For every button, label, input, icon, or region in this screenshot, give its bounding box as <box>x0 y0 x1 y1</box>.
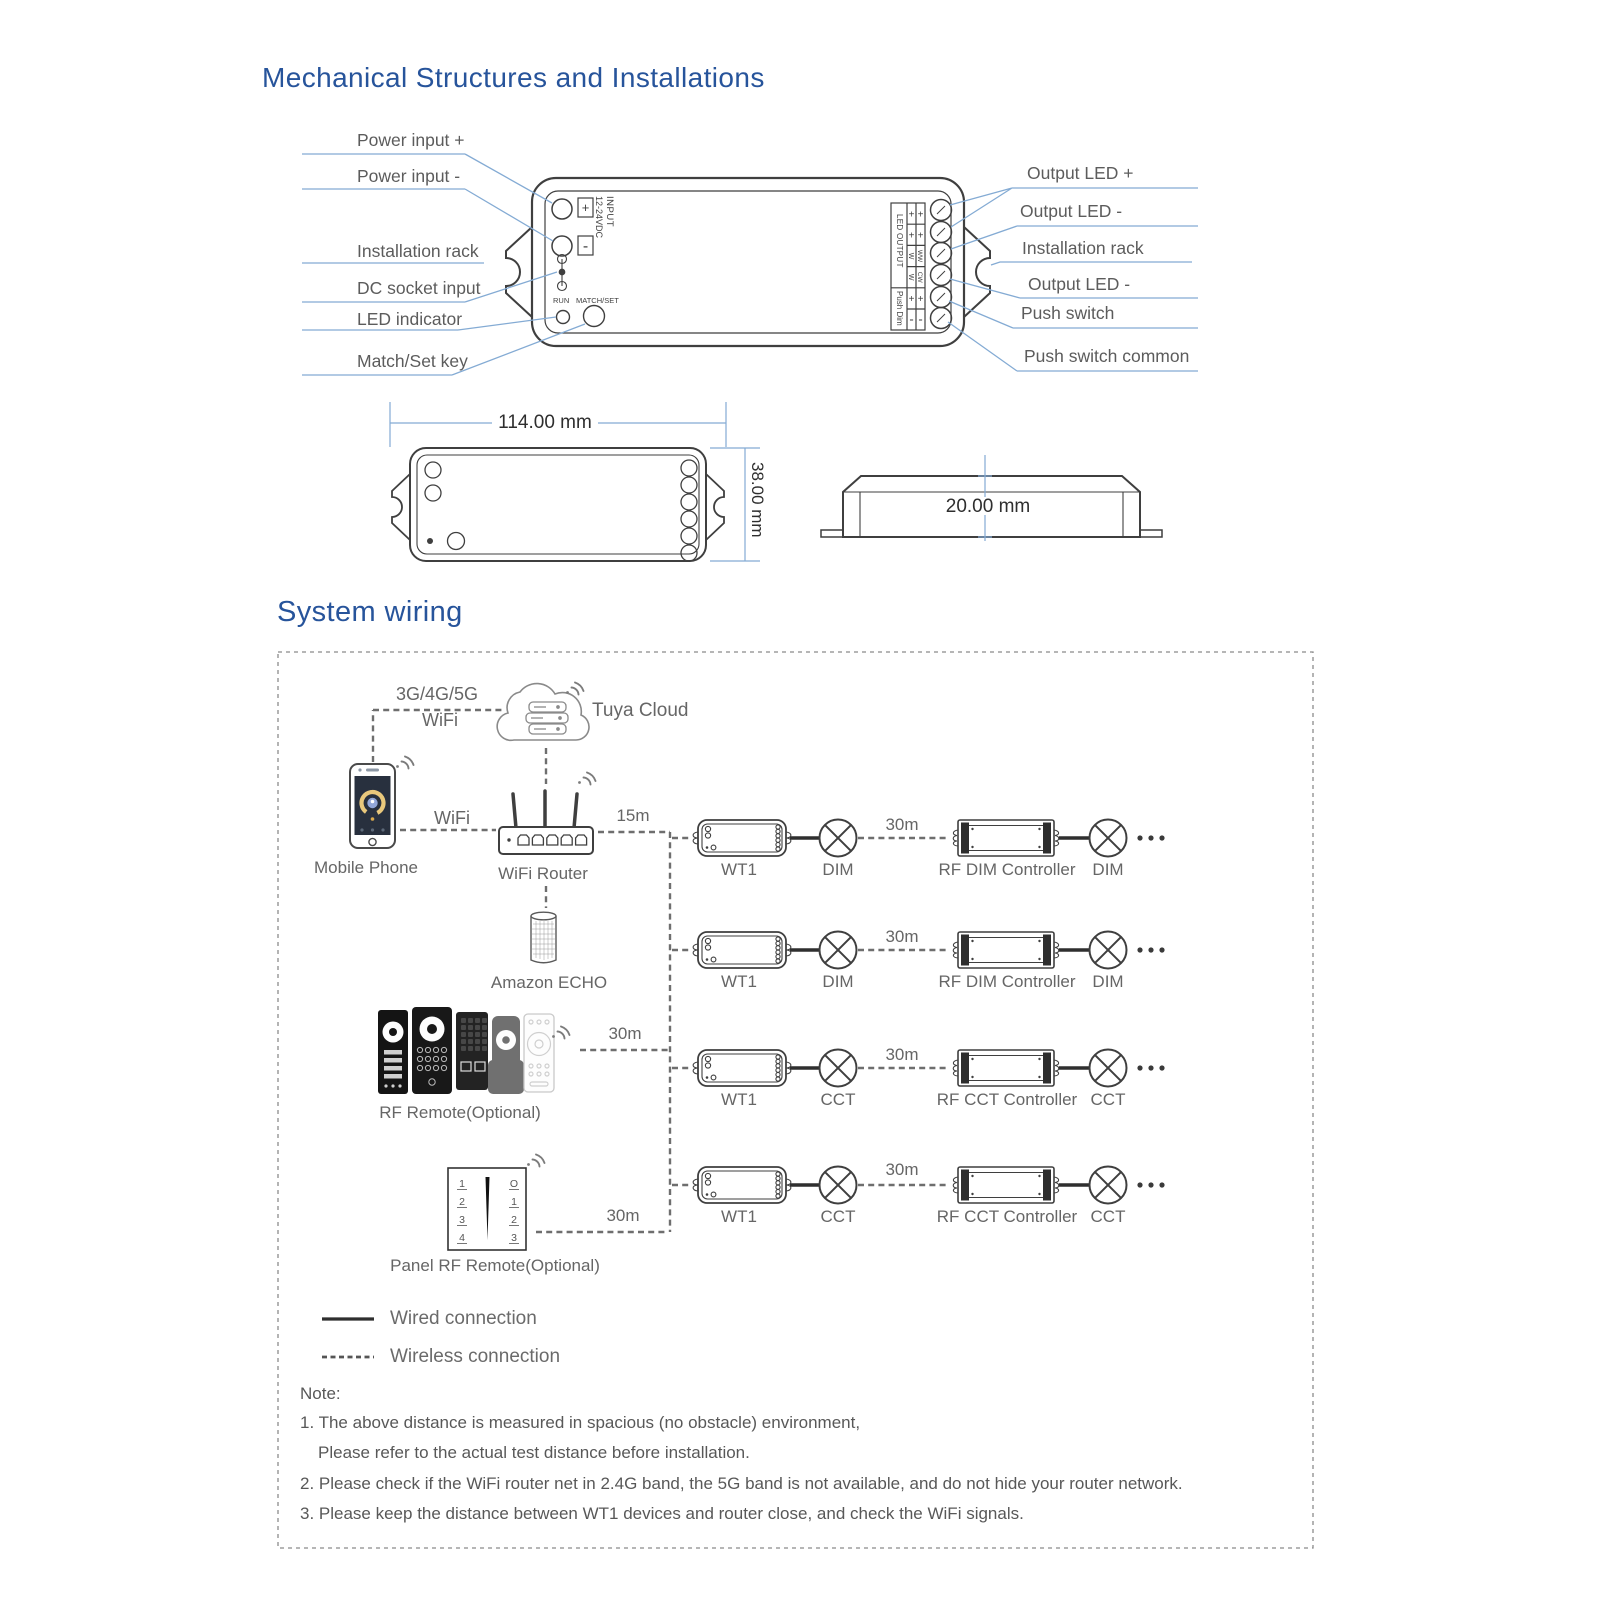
note-item-1: 1. The above distance is measured in spacious (no obstacle) environment, <box>300 1413 861 1432</box>
label-tuya-cloud: Tuya Cloud <box>592 700 689 721</box>
label-power-input-plus: Power input + <box>357 130 465 150</box>
svg-text:+: + <box>908 209 915 221</box>
label-output-led-minus-1: Output LED - <box>1020 201 1123 221</box>
label-output-led-plus: Output LED + <box>1027 163 1134 183</box>
tuya-cloud-icon <box>497 684 589 741</box>
svg-text:W: W <box>907 273 914 281</box>
label-wt1: WT1 <box>721 972 757 991</box>
label-lamp: DIM <box>1092 972 1124 991</box>
label-lamp: DIM <box>822 972 854 991</box>
rf-dim-controller-icon <box>953 820 1059 856</box>
svg-text:O: O <box>509 1178 519 1190</box>
input-label: INPUT <box>604 196 615 227</box>
label-output-led-minus-2: Output LED - <box>1028 274 1131 294</box>
label-led-indicator: LED indicator <box>357 309 463 329</box>
label-power-input-minus: Power input - <box>357 166 461 186</box>
rf-cct-controller-icon <box>953 1050 1059 1086</box>
input-minus-mark: - <box>582 238 589 255</box>
rf-remote-2 <box>412 1007 452 1094</box>
svg-text:1: 1 <box>459 1178 465 1190</box>
wifi-signal-icon <box>527 1155 544 1167</box>
input-plus-mark: + <box>581 200 590 215</box>
wifi-signal-icon <box>396 757 413 769</box>
ellipsis-icon <box>1137 1065 1164 1070</box>
wifi-signal-icon <box>552 1027 569 1039</box>
note-item-2: 2. Please check if the WiFi router net in 2.4G band, the 5G band is not available, and do not hide your router network. <box>300 1474 1183 1493</box>
wifi-signal-icon <box>566 683 583 695</box>
ellipsis-icon <box>1137 1182 1164 1187</box>
label-lamp: CCT <box>1090 1090 1126 1109</box>
device-top-view <box>506 178 990 346</box>
label-rf-controller: RF CCT Controller <box>936 1090 1078 1109</box>
wiring-row-3 <box>693 1050 1164 1087</box>
label-wt1: WT1 <box>721 1090 757 1109</box>
label-panel-rf-remote: Panel RF Remote(Optional) <box>390 1256 600 1275</box>
wifi-signal-icon <box>578 773 595 785</box>
cct-lamp-icon <box>1090 1050 1127 1087</box>
legend-wired: Wired connection <box>390 1308 537 1329</box>
svg-text:3: 3 <box>459 1214 465 1226</box>
svg-text:3: 3 <box>511 1232 517 1244</box>
rf-remote-3 <box>456 1012 488 1090</box>
wiring-row-4 <box>693 1167 1164 1204</box>
panel-rf-remote-icon <box>448 1168 526 1250</box>
svg-text:+: + <box>908 230 915 242</box>
wt1-device-icon <box>693 932 791 968</box>
svg-text:CW: CW <box>916 271 923 283</box>
height-dimension: 38.00 mm <box>748 462 767 538</box>
amazon-echo-icon <box>531 912 556 963</box>
wireless-connections <box>373 710 948 1232</box>
rf-remote-4 <box>488 1016 524 1094</box>
svg-text:+: + <box>917 209 924 221</box>
rf-remote-group-icon <box>378 1007 554 1094</box>
label-distance-30m-remote: 30m <box>608 1024 642 1043</box>
section-title-mechanical: Mechanical Structures and Installations <box>262 62 765 93</box>
wt1-device-icon <box>693 1167 791 1203</box>
label-rf-controller: RF DIM Controller <box>938 972 1076 991</box>
wt1-device-icon <box>693 820 791 856</box>
wired-connections <box>790 838 1090 1185</box>
wt1-device-icon <box>693 1050 791 1086</box>
label-rf-remote: RF Remote(Optional) <box>379 1103 541 1122</box>
device-front-view <box>392 448 724 561</box>
svg-text:1: 1 <box>511 1196 517 1208</box>
ellipsis-icon <box>1137 835 1164 840</box>
note-item-1b: Please refer to the actual test distance before installation. <box>318 1443 750 1462</box>
label-rf-controller: RF CCT Controller <box>936 1207 1078 1226</box>
run-label: RUN <box>553 296 570 305</box>
label-distance-30m: 30m <box>885 927 919 946</box>
rf-remote-1 <box>378 1010 408 1094</box>
label-lamp: CCT <box>1090 1207 1126 1226</box>
label-distance-30m: 30m <box>885 1160 919 1179</box>
section-title-wiring: System wiring <box>277 596 463 628</box>
label-lamp: DIM <box>1092 860 1124 879</box>
label-wifi-mid: WiFi <box>434 808 470 828</box>
cct-lamp-icon <box>820 1167 857 1204</box>
rf-remote-5 <box>524 1014 554 1092</box>
rf-cct-controller-icon <box>953 1167 1059 1203</box>
svg-text:4: 4 <box>459 1232 465 1244</box>
svg-text:WW: WW <box>916 249 923 263</box>
svg-text:2: 2 <box>459 1196 465 1208</box>
label-lamp: DIM <box>822 860 854 879</box>
label-3g4g5g: 3G/4G/5G <box>395 684 479 704</box>
label-wifi-router: WiFi Router <box>498 864 588 883</box>
label-distance-30m: 30m <box>885 815 919 834</box>
label-distance-15m: 15m <box>616 806 650 825</box>
input-voltage-label: 12-24VDC <box>594 196 604 239</box>
label-wt1: WT1 <box>721 1207 757 1226</box>
svg-text:+: + <box>917 230 924 242</box>
label-rf-controller: RF DIM Controller <box>938 860 1076 879</box>
led-output-group-label: LED OUTPUT <box>895 214 904 268</box>
wiring-row-1 <box>693 820 1164 857</box>
label-installation-rack-left: Installation rack <box>357 241 479 261</box>
push-dim-group-label: Push Dim <box>895 291 904 326</box>
label-match-set-key: Match/Set key <box>357 351 468 371</box>
installation-rack-left <box>506 227 532 317</box>
svg-text:-: - <box>918 311 923 327</box>
svg-text:2: 2 <box>511 1214 517 1226</box>
cct-lamp-icon <box>820 1050 857 1087</box>
depth-dimension: 20.00 mm <box>945 496 1031 517</box>
label-wt1: WT1 <box>721 860 757 879</box>
cct-lamp-icon <box>1090 1167 1127 1204</box>
svg-text:+: + <box>917 294 924 305</box>
rf-dim-controller-icon <box>953 932 1059 968</box>
match-set-label: MATCH/SET <box>576 296 619 305</box>
label-installation-rack-right: Installation rack <box>1022 238 1144 258</box>
svg-text:-: - <box>909 311 914 327</box>
dim-lamp-icon <box>820 820 857 857</box>
label-distance-30m-panel: 30m <box>606 1206 640 1225</box>
dim-lamp-icon <box>1090 932 1127 969</box>
wiring-row-2 <box>693 932 1164 969</box>
label-distance-30m: 30m <box>885 1045 919 1064</box>
label-push-switch-common: Push switch common <box>1024 346 1190 366</box>
wifi-router-icon <box>499 791 593 854</box>
label-dc-socket-input: DC socket input <box>357 278 481 298</box>
label-amazon-echo: Amazon ECHO <box>490 973 608 992</box>
mobile-phone-icon <box>350 764 395 848</box>
width-dimension: 114.00 mm <box>498 412 592 433</box>
dim-lamp-icon <box>1090 820 1127 857</box>
label-wifi-top: WiFi <box>422 710 458 730</box>
note-item-3: 3. Please keep the distance between WT1 devices and router close, and check the WiFi signals. <box>300 1504 1024 1523</box>
svg-text:+: + <box>908 294 915 305</box>
label-mobile-phone: Mobile Phone <box>314 858 418 877</box>
legend-wireless: Wireless connection <box>390 1346 561 1367</box>
note-title: Note: <box>300 1384 341 1403</box>
svg-text:W: W <box>907 252 914 260</box>
label-lamp: CCT <box>820 1207 856 1226</box>
dim-lamp-icon <box>820 932 857 969</box>
label-lamp: CCT <box>820 1090 856 1109</box>
ellipsis-icon <box>1137 947 1164 952</box>
label-push-switch: Push switch <box>1021 303 1115 323</box>
